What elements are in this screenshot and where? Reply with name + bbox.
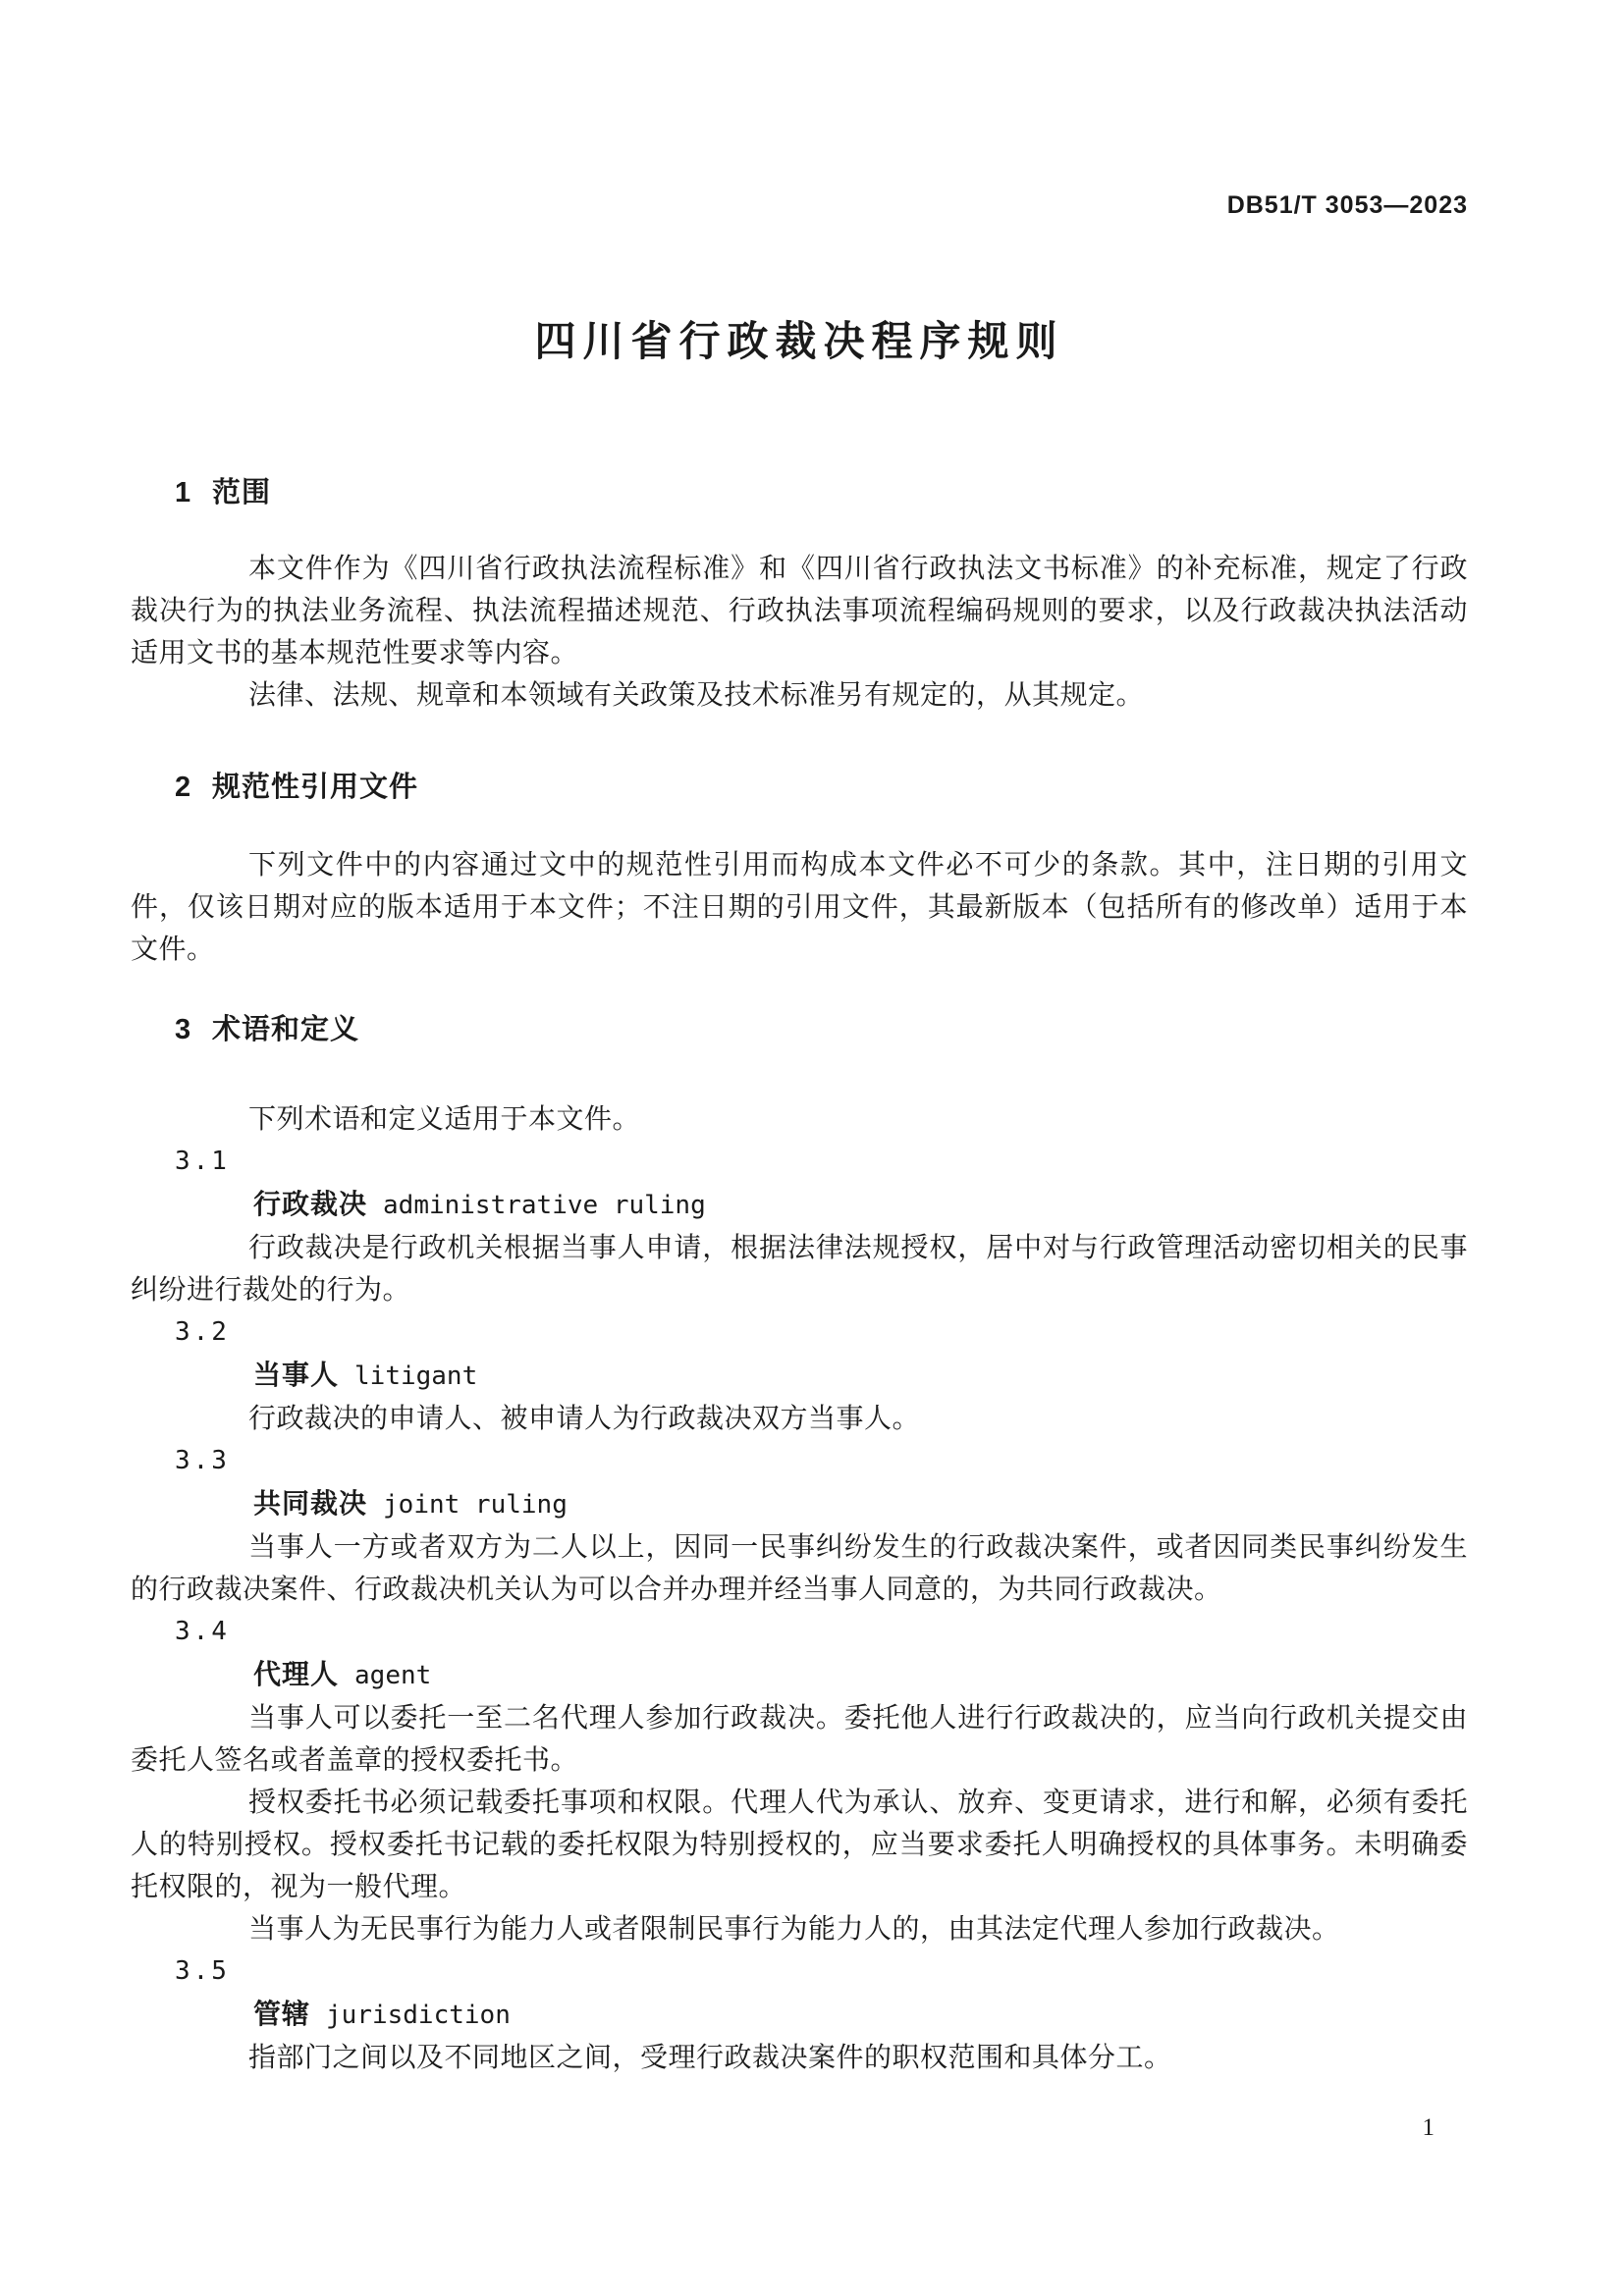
paragraph: 当事人一方或者双方为二人以上，因同一民事纠纷发生的行政裁决案件，或者因同类民事纠纷发生的行政裁决案件、行政裁决机关认为可以合并办理并经当事人同意的，为共同行政裁决。 [131,1532,1468,1605]
term-entry [131,1950,1468,2079]
section-normative-references [131,772,1468,971]
paragraph: 本文件作为《四川省行政执法流程标准》和《四川省行政执法文书标准》的补充标准，规定了行政裁决行为的执法业务流程、执法流程描述规范、行政执法事项流程编码规则的要求，以及行政裁决执法活动适用文书的基本规范性要求等内容。 [131,554,1468,668]
term-entry [131,1141,1468,1311]
term-entry [131,1440,1468,1611]
section-heading-text: 规范性引用文件 [212,772,419,803]
term-en: joint ruling [383,1490,568,1520]
term-zh: 共同裁决 [253,1488,368,1519]
clause-number: 3.2 [175,1317,230,1347]
term-line [253,1482,1468,1526]
section-number: 1 [175,477,192,508]
section-scope [131,477,1468,717]
page-number: 1 [1422,2114,1435,2141]
section-heading-text: 术语和定义 [212,1014,360,1045]
paragraph: 当事人可以委托一至二名代理人参加行政裁决。委托他人进行行政裁决的，应当向行政机关提交由委托人签名或者盖章的授权委托书。 [131,1703,1468,1776]
term-line [253,1653,1468,1697]
term-line [253,1993,1468,2037]
section-heading-scope [175,477,1468,508]
term-zh: 行政裁决 [253,1189,368,1219]
paragraph: 下列文件中的内容通过文中的规范性引用而构成本文件必不可少的条款。其中，注日期的引用文件，仅该日期对应的版本适用于本文件；不注日期的引用文件，其最新版本（包括所有的修改单）适用于本文件。 [131,850,1468,965]
term-entry [131,1611,1468,1950]
term-zh: 管辖 [253,1999,311,2029]
clause-number: 3.4 [175,1617,230,1646]
term-en: administrative ruling [383,1191,706,1220]
term-line [253,1183,1468,1227]
clause-number: 3.3 [175,1446,230,1475]
standard-code: DB51/T 3053—2023 [1226,191,1468,219]
paragraph: 指部门之间以及不同地区之间，受理行政裁决案件的职权范围和具体分工。 [248,2043,1172,2073]
page-header [131,192,1468,218]
paragraph: 行政裁决的申请人、被申请人为行政裁决双方当事人。 [248,1404,921,1434]
term-en: litigant [354,1362,478,1391]
term-entry [131,1311,1468,1440]
paragraph: 行政裁决是行政机关根据当事人申请，根据法律法规授权，居中对与行政管理活动密切相关的民事纠纷进行裁处的行为。 [131,1233,1468,1306]
paragraph: 授权委托书必须记载委托事项和权限。代理人代为承认、放弃、变更请求，进行和解，必须有委托人的特别授权。授权委托书记载的委托权限为特别授权的，应当要求委托人明确授权的具体事务。未明确委托权限的，视为一般代理。 [131,1788,1468,1902]
term-line [253,1354,1468,1398]
section-number: 2 [175,772,192,803]
term-zh: 当事人 [253,1360,340,1390]
clause-number: 3.5 [175,1956,230,1986]
term-zh: 代理人 [253,1659,340,1689]
section-heading-text: 范围 [212,477,272,508]
page-title: 四川省行政裁决程序规则 [534,318,1064,364]
terms-intro-paragraph: 下列术语和定义适用于本文件。 [248,1104,641,1135]
term-en: agent [354,1661,432,1690]
paragraph: 法律、法规、规章和本领域有关政策及技术标准另有规定的，从其规定。 [248,680,1145,711]
section-heading-terms [175,1014,1468,1045]
section-number: 3 [175,1014,192,1045]
section-heading-normative-references [175,772,1468,803]
term-en: jurisdiction [326,2001,511,2030]
section-terms-and-definitions [131,1014,1468,2079]
paragraph: 当事人为无民事行为能力人或者限制民事行为能力人的，由其法定代理人参加行政裁决。 [248,1914,1340,1945]
clause-number: 3.1 [175,1147,230,1176]
